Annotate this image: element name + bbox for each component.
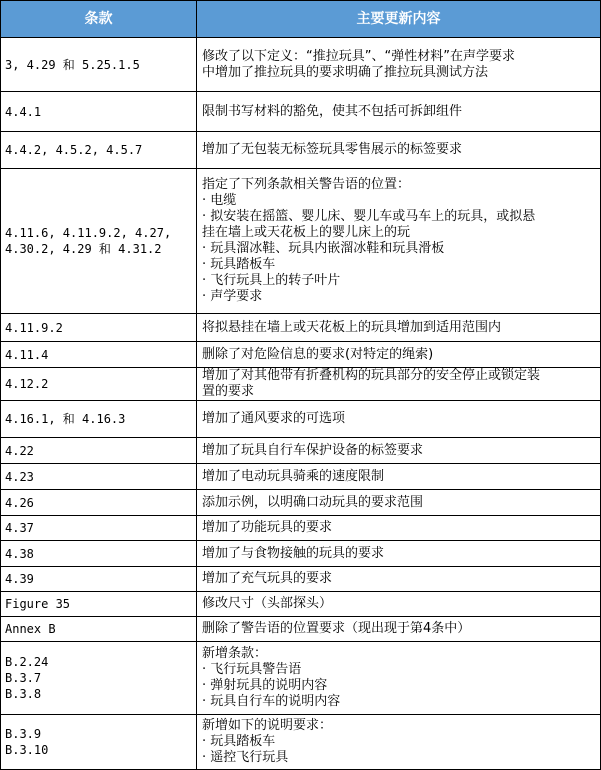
clause-cell xyxy=(1,642,197,715)
clause-cell xyxy=(1,132,197,169)
update-cell xyxy=(197,169,601,314)
header-row xyxy=(1,1,601,38)
update-cell xyxy=(197,401,601,438)
clause-cell xyxy=(1,464,197,490)
clause-line: 4.38 xyxy=(5,546,34,561)
update-line: 指定了下列条款相关警告语的位置： xyxy=(202,177,411,192)
update-line: 增加了电动玩具骑乘的速度限制 xyxy=(202,468,385,484)
clause-line: 4.39 xyxy=(5,572,34,586)
clause-cell xyxy=(1,516,197,541)
update-line: 删除了警告语的位置要求（现出现于第4条中） xyxy=(202,621,471,636)
clause-line: Figure 35 xyxy=(5,597,71,611)
update-cell xyxy=(197,38,601,92)
update-line: 新增如下的说明要求： xyxy=(202,718,333,733)
update-line: 修改了以下定义：“推拉玩具”、“弹性材料”在声学要求 xyxy=(202,48,515,64)
clause-line: Annex B xyxy=(5,622,56,636)
update-cell xyxy=(197,368,601,401)
table-row xyxy=(1,169,601,314)
table-row xyxy=(1,617,601,642)
update-line: · 玩具自行车的说明内容 xyxy=(202,694,341,709)
update-line: · 电缆 xyxy=(202,193,237,208)
table-row xyxy=(1,490,601,516)
clause-line: 4.11.4 xyxy=(5,347,49,362)
table-row xyxy=(1,516,601,541)
update-line: 中增加了推拉玩具的要求明确了推拉玩具测试方法 xyxy=(202,64,489,80)
update-cell xyxy=(197,314,601,342)
update-line: 添加示例，以明确口动玩具的要求范围 xyxy=(202,494,424,510)
update-line: · 声学要求 xyxy=(202,289,263,304)
clause-line: 4.4.1 xyxy=(5,104,42,119)
update-cell xyxy=(197,464,601,490)
clause-cell xyxy=(1,715,197,770)
clause-cell xyxy=(1,541,197,567)
table-row xyxy=(1,401,601,438)
table-row xyxy=(1,642,601,715)
update-cell xyxy=(197,132,601,169)
update-cell xyxy=(197,617,601,642)
table-row xyxy=(1,715,601,770)
update-cell xyxy=(197,642,601,715)
update-line: 置的要求 xyxy=(202,384,255,399)
clause-cell xyxy=(1,438,197,464)
update-line: · 弹射玩具的说明内容 xyxy=(202,678,328,693)
update-line: · 玩具溜冰鞋、玩具内嵌溜冰鞋和玩具滑板 xyxy=(202,241,445,256)
update-line: · 拟安装在摇篮、婴儿床、婴儿车或马车上的玩具，或拟悬 xyxy=(202,209,536,224)
clause-line: 4.12.2 xyxy=(5,377,49,391)
update-line: 修改尺寸（头部探头） xyxy=(202,596,333,611)
update-cell xyxy=(197,567,601,592)
update-cell xyxy=(197,438,601,464)
clause-line: 4.16.1, 和 4.16.3 xyxy=(5,412,126,426)
table-row xyxy=(1,132,601,169)
clause-cell xyxy=(1,92,197,132)
update-line: 增加了玩具自行车保护设备的标签要求 xyxy=(202,442,424,458)
clause-line: B.3.10 xyxy=(5,743,49,757)
clause-line: 4.11.9.2 xyxy=(5,320,63,335)
clause-line: B.2.24 xyxy=(5,655,49,669)
update-line: 增加了功能玩具的要求 xyxy=(202,520,333,535)
table-row xyxy=(1,464,601,490)
clause-cell xyxy=(1,342,197,368)
table-row xyxy=(1,92,601,132)
clause-line: 4.22 xyxy=(5,443,34,458)
clause-line: 4.30.2, 4.29 和 4.31.2 xyxy=(5,242,162,256)
update-line: 增加了充气玩具的要求 xyxy=(202,571,333,586)
clause-cell xyxy=(1,368,197,401)
table-row xyxy=(1,38,601,92)
update-line: 增加了对其他带有折叠机构的玩具部分的安全停止或锁定装 xyxy=(202,368,541,383)
clause-cell xyxy=(1,38,197,92)
update-line: 增加了与食物接触的玩具的要求 xyxy=(202,545,385,561)
clause-cell xyxy=(1,401,197,438)
header-clause: 条款 xyxy=(1,1,197,38)
table-row xyxy=(1,541,601,567)
table-row xyxy=(1,592,601,617)
update-cell xyxy=(197,541,601,567)
update-line: 增加了通风要求的可选项 xyxy=(202,411,346,426)
clause-cell xyxy=(1,169,197,314)
table-row xyxy=(1,342,601,368)
update-line: · 飞行玩具上的转子叶片 xyxy=(202,273,341,288)
clause-line: 4.23 xyxy=(5,469,34,484)
table-row xyxy=(1,438,601,464)
update-line: · 飞行玩具警告语 xyxy=(202,662,302,677)
clause-line: B.3.9 xyxy=(5,727,42,741)
clause-cell xyxy=(1,617,197,642)
update-cell xyxy=(197,490,601,516)
update-line: 将拟悬挂在墙上或天花板上的玩具增加到适用范围内 xyxy=(202,319,502,335)
update-cell xyxy=(197,92,601,132)
table-row xyxy=(1,314,601,342)
clause-cell xyxy=(1,567,197,592)
update-line: 限制书写材料的豁免，使其不包括可拆卸组件 xyxy=(202,103,463,119)
update-line: 增加了无包装无标签玩具零售展示的标签要求 xyxy=(202,142,463,157)
clause-line: B.3.7 xyxy=(5,671,42,685)
update-line: 挂在墙上或天花板上的婴儿床上的玩 xyxy=(202,225,411,240)
update-cell xyxy=(197,342,601,368)
clause-line: 4.37 xyxy=(5,521,34,535)
clause-line: 4.11.6, 4.11.9.2, 4.27, xyxy=(5,226,172,240)
update-line: · 玩具踏板车 xyxy=(202,734,276,749)
clause-line: 4.4.2, 4.5.2, 4.5.7 xyxy=(5,143,143,157)
clause-line: 4.26 xyxy=(5,495,34,510)
update-cell xyxy=(197,715,601,770)
update-line: 新增条款： xyxy=(202,646,268,661)
update-line: · 玩具踏板车 xyxy=(202,257,276,272)
update-line: 删除了对危险信息的要求(对特定的绳索) xyxy=(202,346,434,362)
update-line: · 遥控飞行玩具 xyxy=(202,750,289,765)
update-cell xyxy=(197,516,601,541)
clause-cell xyxy=(1,592,197,617)
clause-cell xyxy=(1,490,197,516)
table-row xyxy=(1,368,601,401)
header-update: 主要更新内容 xyxy=(197,1,601,38)
clause-line: B.3.8 xyxy=(5,687,42,701)
clause-cell xyxy=(1,314,197,342)
update-cell xyxy=(197,592,601,617)
clause-line: 3, 4.29 和 5.25.1.5 xyxy=(5,57,140,72)
table-row xyxy=(1,567,601,592)
